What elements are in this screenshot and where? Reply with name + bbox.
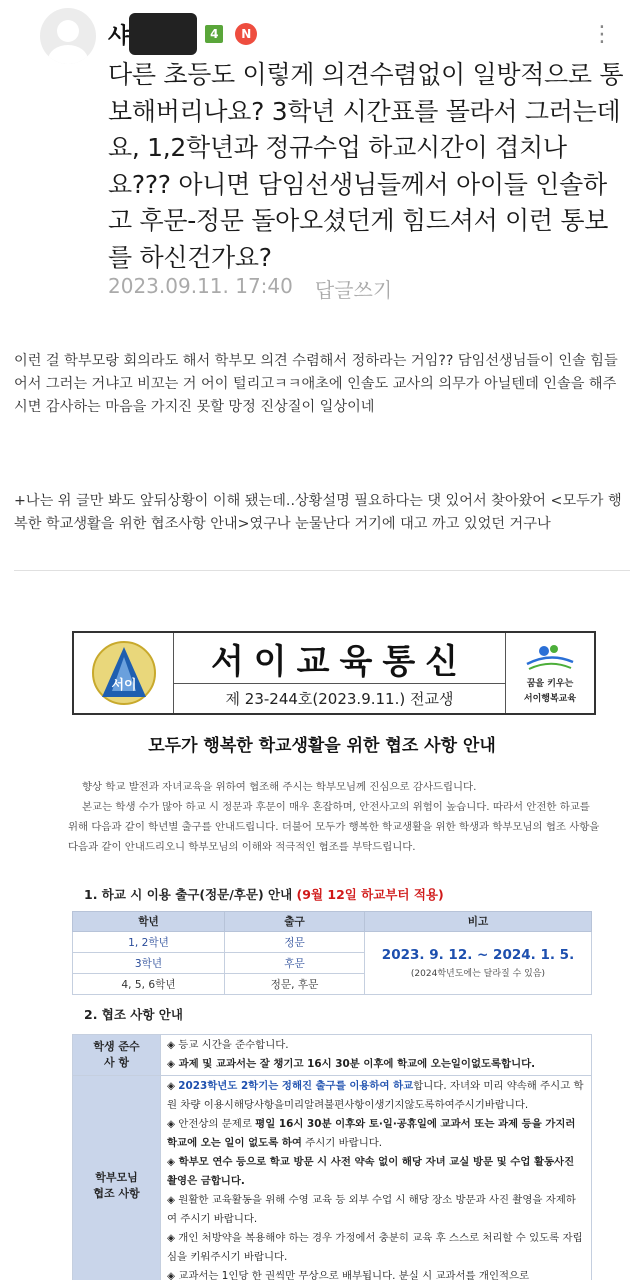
slogan-block: [506, 633, 594, 713]
table-row: [73, 932, 592, 953]
student-label-line-1: 학생 준수: [93, 1040, 140, 1053]
new-badge: N: [235, 23, 257, 45]
table-row: [73, 1076, 592, 1280]
comment-date: 2023.09.11. 17:40: [108, 274, 293, 298]
parent-rule: ◈ 개인 처방약을 복용해야 하는 경우 가정에서 충분히 교육 후 스스로 처리할 수 있도록 자립심을 키워주시기 바랍니다.: [167, 1232, 583, 1263]
intro-line-2: 본교는 학생 수가 많아 하교 시 정문과 후문이 매우 혼잡하며, 안전사고의 위험이 높습니다. 따라서 안전한 하교를 위해 다음과 같이 학년별 출구를 안내드립니다. 더불어 모두가 행복한 학교생활을 위한 학생과 학부모님의 협조 사항을 다음과 같이 안내드리오니 학부모님의 이해와 적극적인 협조를 부탁드립니다.: [68, 801, 600, 853]
parent-rule: ◈ 안전상의 문제로 평일 16시 30분 이후와 토·일·공휴일에 교과서 또는 과제 등을 가지러 학교에 오는 일이 없도록 하여 주시기 바랍니다.: [167, 1118, 576, 1149]
col-note: 비고: [365, 912, 592, 932]
parent-rule: ◈ 원활한 교육활동을 위해 수영 교육 등 외부 수업 시 해당 장소 방문과 사진 촬영을 자제하여 주시기 바랍니다.: [167, 1194, 576, 1225]
author-nickname[interactable]: 샤: [108, 23, 130, 49]
issue-number: 제 23-244호(2023.9.11.) 전교생: [174, 683, 505, 713]
grade-cell: 4, 5, 6학년: [73, 974, 225, 995]
parent-rules: [161, 1076, 592, 1280]
slogan-text: 꿈을 키우는: [526, 679, 574, 689]
parent-rule: ◈ 2023학년도 2학기는 정해진 출구를 이용하여 하교합니다. 자녀와 미리 약속해 주시고 학원 차량 이용시해당사항을미리알려불편사항이생기지않도록하여주시기바랍니다.: [167, 1080, 584, 1111]
exit-cell: 후문: [225, 953, 365, 974]
student-rules: [161, 1035, 592, 1076]
student-rule: ◈ 등교 시간을 준수합니다.: [167, 1039, 289, 1051]
table-row: [73, 1035, 592, 1076]
parent-label-line-2: 협조 사항: [93, 1186, 140, 1200]
intro-line-1: 향상 학교 발전과 자녀교육을 위하여 협조해 주시는 학부모님께 진심으로 감사드립니다.: [82, 781, 477, 793]
redaction-block: [129, 13, 197, 55]
exit-cell: 정문, 후문: [225, 974, 365, 995]
cooperation-table: [72, 1034, 592, 1280]
period-dates: 2023. 9. 12. ~ 2024. 1. 5.: [381, 947, 575, 963]
slogan-logo-icon: [523, 642, 577, 672]
grade-cell: 3학년: [73, 953, 225, 974]
parent-rule: ◈ 학부모 연수 등으로 학교 방문 시 사전 약속 없이 해당 자녀 교실 방문 및 수업 활동사진 촬영은 금합니다.: [167, 1156, 575, 1187]
comment-card: [0, 0, 640, 320]
avatar[interactable]: [40, 8, 96, 64]
exit-table: [72, 911, 592, 995]
post-paragraph-1: 이런 걸 학부모랑 회의라도 해서 학부모 의견 수렴해서 정하라는 거임?? 담임선생님들이 인솔 힘들어서 그러는 거냐고 비꼬는 거 어이 털리고ㅋㅋ애초에 인솔도 교사의 의무가 아닐텐데 인솔을 해주시면 감사하는 마음을 가지진 못할 망정 진상질이 일상이네: [14, 353, 618, 415]
masthead-title: 서이교육통신: [210, 641, 469, 682]
parent-label: [73, 1076, 161, 1280]
exit-cell: 정문: [225, 932, 365, 953]
notice-title: 모두가 행복한 학교생활을 위한 협조 사항 안내: [148, 736, 496, 756]
section-2-heading: 2. 협조 사항 안내: [84, 1007, 183, 1022]
comment-meta: [108, 274, 392, 303]
period-note: (2024학년도에는 달라질 수 있음): [410, 969, 546, 979]
section-1-note: (9월 12일 하교부터 적용): [296, 887, 444, 902]
parent-label-line-1: 학부모님: [95, 1170, 138, 1184]
col-exit: 출구: [225, 912, 365, 932]
reply-button[interactable]: 답글쓰기: [314, 278, 393, 302]
col-grade: 학년: [73, 912, 225, 932]
post-paragraph-2: +나는 위 글만 봐도 앞뒤상황이 이해 됐는데..상황설명 필요하다는 댓 있어서 찾아왔어 <모두가 행복한 학교생활을 위한 협조사항 안내>였구나 눈물난다 거기에 대고 까고 있었던 거구나: [14, 493, 622, 532]
comment-author[interactable]: [108, 20, 257, 48]
section-1-title: 1. 하교 시 이용 출구(정문/후문) 안내: [84, 887, 293, 902]
student-rule: ◈ 과제 및 교과서는 잘 챙기고 16시 30분 이후에 학교에 오는일이없도록합니다.: [167, 1058, 536, 1070]
section-1-heading: [84, 885, 444, 903]
school-motto: 서이행복교육: [523, 694, 577, 704]
more-options-icon[interactable]: ⋮: [591, 22, 614, 47]
notice-intro: [68, 777, 602, 857]
period-cell: [365, 932, 592, 995]
student-label-line-2: 사 항: [103, 1056, 130, 1069]
level-badge: 4: [205, 25, 223, 43]
notice-masthead: [72, 631, 596, 715]
school-logo: [74, 633, 174, 713]
logo-text: 서이: [110, 678, 137, 693]
comment-text: 다른 초등도 이렇게 의견수렴없이 일방적으로 통보해버리나요? 3학년 시간표를 몰라서 그러는데요, 1,2학년과 정규수업 하교시간이 겹치나요??? 아니면 담임선생님들께서 아이들 인솔하고 후문-정문 돌아오셨던게 힘드셔서 이런 통보를 하신건가요?: [108, 60, 624, 272]
notice-document: [14, 570, 630, 1280]
grade-cell: 1, 2학년: [73, 932, 225, 953]
student-label: [73, 1035, 161, 1076]
parent-rule: ◈ 교과서는 1인당 한 권씩만 무상으로 배부됩니다. 분실 시 교과서를 개인적으로: [167, 1270, 530, 1280]
